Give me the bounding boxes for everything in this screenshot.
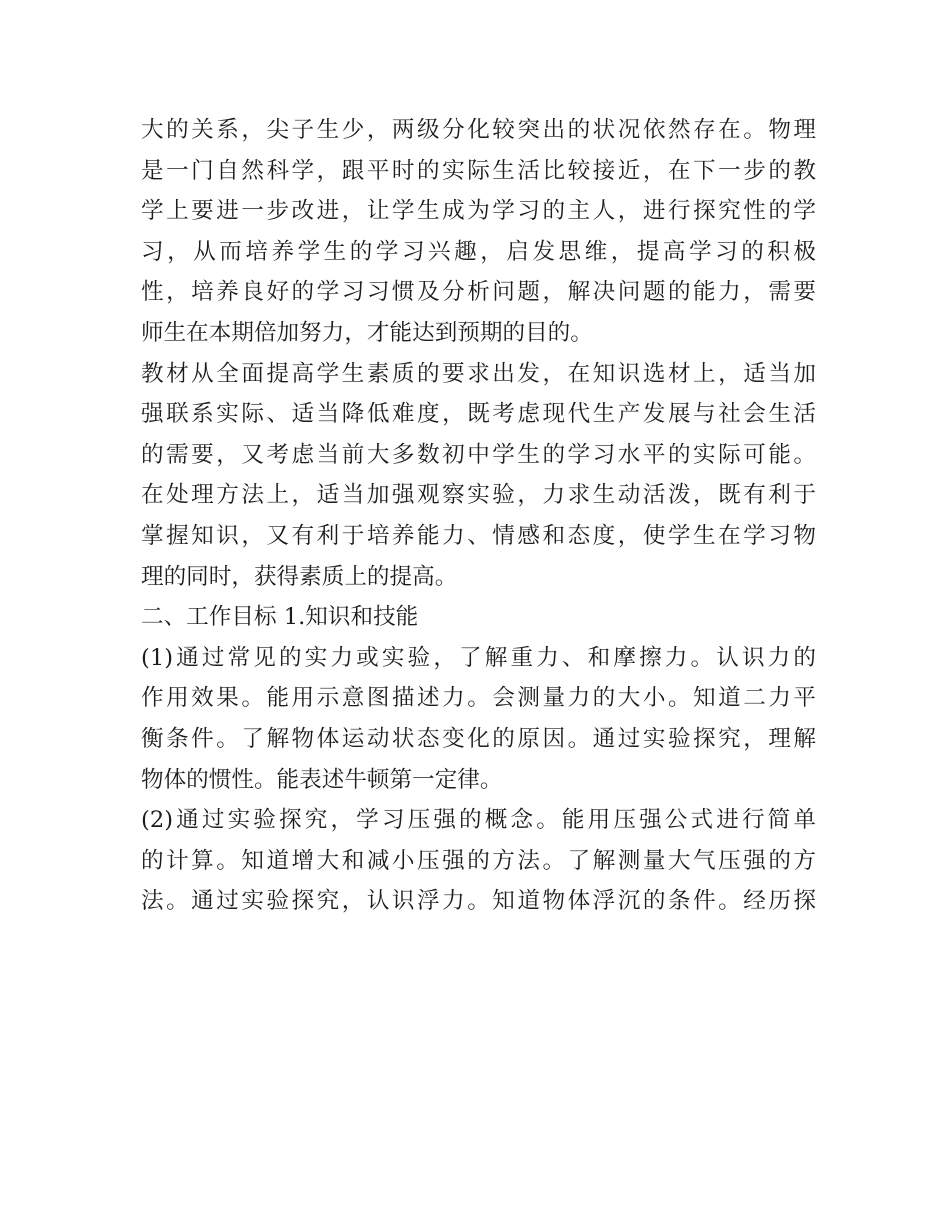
text-line: 大的关系，尖子生少，两级分化较突出的状况依然存在。物理 xyxy=(141,117,816,143)
paragraph-1 xyxy=(141,110,816,354)
document-body xyxy=(141,110,816,922)
text-line: 师生在本期倍加努力，才能达到预期的目的。 xyxy=(141,319,593,346)
text-line: (1)通过常见的实力或实验，了解重力、和摩擦力。认识力的 xyxy=(141,644,816,671)
text-line: 作用效果。能用示意图描述力。会测量力的大小。知道二力平 xyxy=(141,685,816,712)
text-line: 学上要进一步改进，让学生成为学习的主人，进行探究性的学 xyxy=(141,198,816,225)
text-line: 教材从全面提高学生素质的要求出发，在知识选材上，适当加 xyxy=(141,360,816,387)
text-line: 强联系实际、适当降低难度，既考虑现代生产发展与社会生活 xyxy=(141,401,816,428)
text-line: 性，培养良好的学习习惯及分析问题，解决问题的能力，需要 xyxy=(141,279,816,306)
text-line: (2)通过实验探究，学习压强的概念。能用压强公式进行简单 xyxy=(141,807,816,834)
section-heading xyxy=(141,597,816,638)
text-line: 理的同时，获得素质上的提高。 xyxy=(141,563,458,590)
text-line: 掌握知识，又有利于培养能力、情感和态度，使学生在学习物 xyxy=(141,522,816,549)
text-line: 习，从而培养学生的学习兴趣，启发思维，提高学习的积极 xyxy=(141,238,816,265)
text-line: 的计算。知道增大和减小压强的方法。了解测量大气压强的方 xyxy=(141,847,816,874)
paragraph-goal-2 xyxy=(141,800,816,922)
section-title: 二、工作目标 1.知识和技能 xyxy=(141,604,419,631)
text-line: 物体的惯性。能表述牛顿第一定律。 xyxy=(141,766,503,793)
text-line: 法。通过实验探究，认识浮力。知道物体浮沉的条件。经历探 xyxy=(141,888,816,915)
text-line: 的需要，又考虑当前大多数初中学生的学习水平的实际可能。 xyxy=(141,441,816,468)
text-line: 衡条件。了解物体运动状态变化的原因。通过实验探究，理解 xyxy=(141,725,816,752)
paragraph-2 xyxy=(141,354,816,598)
text-line: 在处理方法上，适当加强观察实验，力求生动活泼，既有利于 xyxy=(141,482,816,509)
paragraph-goal-1 xyxy=(141,638,816,800)
text-line: 是一门自然科学，跟平时的实际生活比较接近，在下一步的教 xyxy=(141,157,816,184)
